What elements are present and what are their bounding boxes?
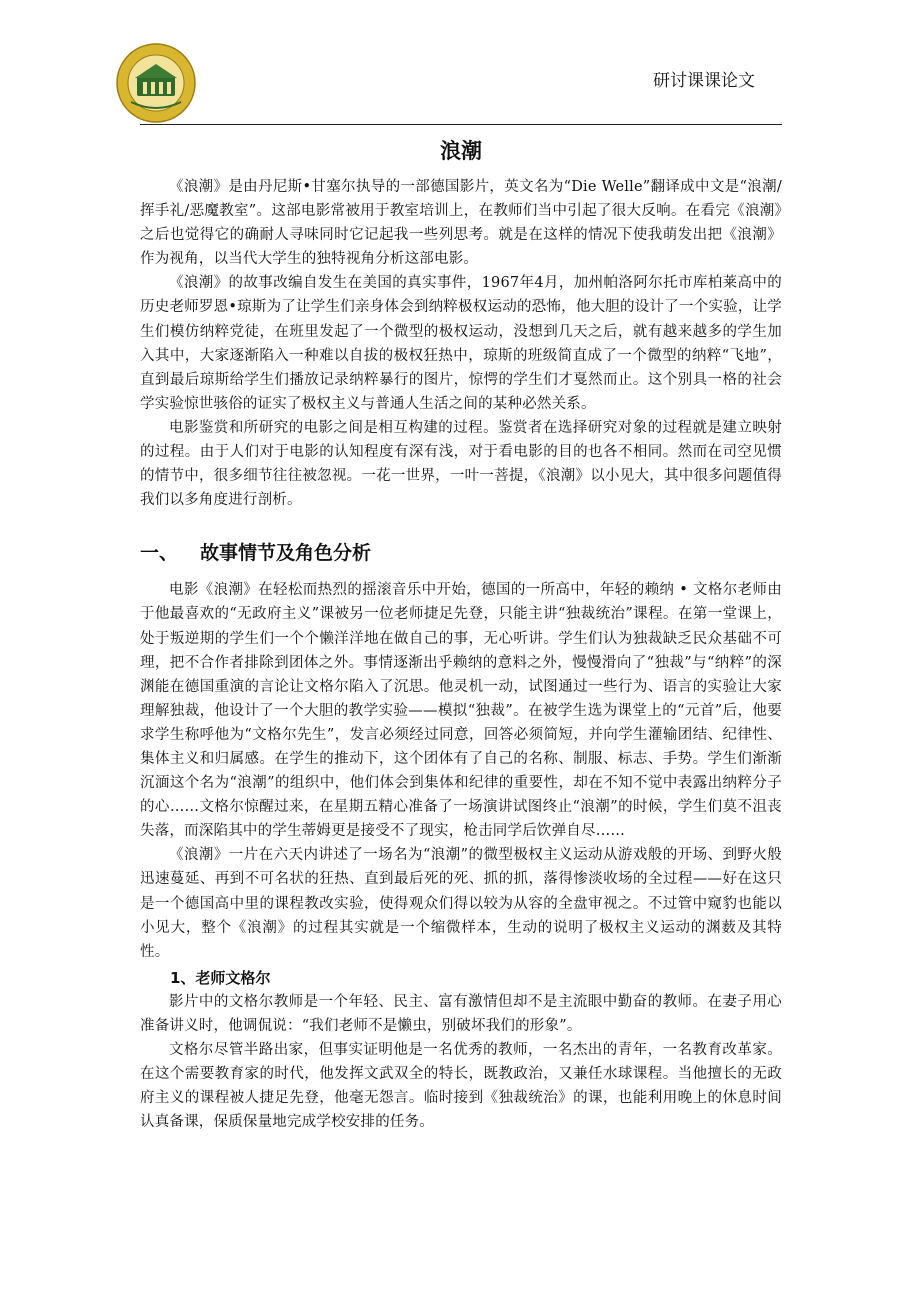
subsection-heading: 1、老师文格尔 <box>170 968 271 987</box>
section-paragraph: 电影《浪潮》在轻松而热烈的摇滚音乐中开始，德国的一所高中，年轻的赖纳 • 文格尔老师由于他最喜欢的“无政府主义”课被另一位老师捷足先登，只能主讲“独裁统治”课程。在第一堂课上，处于叛逆期的学生们一个个懒洋洋地在做自己的事，无心听讲。学生们认为独裁缺乏民众基础不可理，把不合作者排除到团体之外。事情逐渐出乎赖纳的意料之外，慢慢滑向了“独裁”与“纳粹”的深渊能在德国重演的言论让文格尔陷入了沉思。他灵机一动，试图通过一些行为、语言的实验让大家理解独裁，他设计了一个大胆的教学实验——模拟“独裁”。在被学生选为课堂上的“元首”后，他要求学生称呼他为“文格尔先生”，发言必须经过同意，回答必须简短，并向学生灌输团结、纪律性、集体主义和归属感。在学生的推动下，这个团体有了自己的名称、制服、标志、手势。学生们渐渐沉湎这个名为“浪潮”的组织中，他们体会到集体和纪律的重要性，却在不知不觉中表露出纳粹分子的心……文格尔惊醒过来，在星期五精心准备了一场演讲试图终止“浪潮”的时候，学生们莫不沮丧失落，而深陷其中的学生蒂姆更是接受不了现实，枪击同学后饮弹自尽…… <box>140 582 782 840</box>
university-logo-icon <box>115 42 197 124</box>
subsection-paragraph: 影片中的文格尔教师是一个年轻、民主、富有激情但却不是主流眼中勤奋的教师。在妻子用心准备讲义时，他调侃说：“我们老师不是懒虫，别破坏我们的形象”。 <box>140 993 782 1034</box>
document-body <box>140 135 782 1134</box>
intro-paragraph: 《浪潮》是由丹尼斯•甘塞尔执导的一部德国影片，英文名为“Die Welle”翻译成中文是“浪潮/挥手礼/恶魔教室”。这部电影常被用于教室培训上，在教师们当中引起了很大反响。在看完《浪潮》之后也觉得它的确耐人寻味同时它记起我一些列思考。就是在这样的情况下使我萌发出把《浪潮》作为视角，以当代大学生的独特视角分析这部电影。 <box>140 179 782 268</box>
section-paragraph: 《浪潮》一片在六天内讲述了一场名为“浪潮”的微型极权主义运动从游戏般的开场、到野火般迅速蔓延、再到不可名状的狂热、直到最后死的死、抓的抓，落得惨淡收场的全过程——好在这只是一个德国高中里的课程教改实验，使得观众们得以较为从容的全盘审视之。不过管中窥豹也能以小见大，整个《浪潮》的过程其实就是一个缩微样本，生动的说明了极权主义运动的渊薮及其特性。 <box>140 847 782 960</box>
document-title: 浪潮 <box>440 139 482 163</box>
intro-paragraph: 《浪潮》的故事改编自发生在美国的真实事件，1967年4月，加州帕洛阿尔托市库柏莱高中的历史老师罗恩•琼斯为了让学生们亲身体会到纳粹极权运动的恐怖，他大胆的设计了一个实验，让学生们模仿纳粹党徒，在班里发起了一个微型的极权运动，没想到几天之后，就有越来越多的学生加入其中，大家逐渐陷入一种难以自拔的极权狂热中，琼斯的班级简直成了一个微型的纳粹“飞地”，直到最后琼斯给学生们播放记录纳粹暴行的图片，惊愕的学生们才戛然而止。这个别具一格的社会学实验惊世骇俗的证实了极权主义与普通人生活之间的某种必然关系。 <box>140 275 782 412</box>
page-header <box>0 0 920 130</box>
section-title: 故事情节及角色分析 <box>200 542 372 565</box>
intro-paragraph: 电影鉴赏和所研究的电影之间是相互构建的过程。鉴赏者在选择研究对象的过程就是建立映射的过程。由于人们对于电影的认知程度有深有浅，对于看电影的目的也各不相同。然而在司空见惯的情节中，很多细节往往被忽视。一花一世界，一叶一菩提，《浪潮》以小见大，其中很多问题值得我们以多角度进行剖析。 <box>140 419 782 509</box>
section-heading <box>140 538 782 568</box>
subsection-paragraph: 文格尔尽管半路出家，但事实证明他是一名优秀的教师，一名杰出的青年，一名教育改革家。 在这个需要教育家的时代，他发挥文武双全的特长，既教政治，又兼任水球课程。当他擅长的无政府主义的课程被人捷足先登，他毫无怨言。临时接到《独裁统治》的课，也能利用晚上的休息时间认真备课，保质保量地完成学校安排的任务。 <box>140 1042 782 1131</box>
section-number: 一、 <box>140 542 179 565</box>
document-type-label: 研讨课课论文 <box>653 71 755 91</box>
header-rule <box>140 124 782 125</box>
